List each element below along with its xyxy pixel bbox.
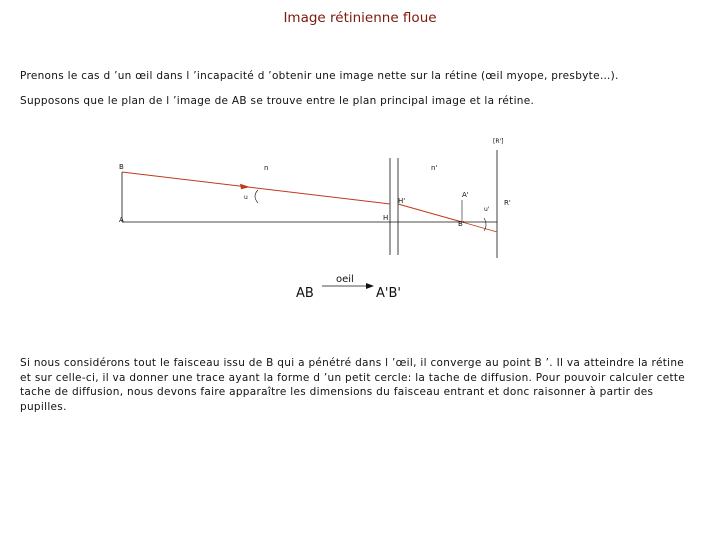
intro-paragraph: Prenons le cas d ’un œil dans l ’incapacité d ’obtenir une image nette sur la rétine (œil myope, presbyte…). xyxy=(20,70,619,82)
label-n: n xyxy=(264,164,269,172)
relation-eye-label: oeil xyxy=(336,274,354,285)
label-R-bracket: [R'] xyxy=(493,138,504,145)
label-B-prime: B' xyxy=(458,220,465,228)
label-H-prime: H' xyxy=(398,197,406,205)
ray-B-to-H xyxy=(122,172,390,204)
label-A-prime: A' xyxy=(462,191,469,199)
relation-arrowhead xyxy=(366,283,374,289)
label-u-prime: u' xyxy=(484,206,490,213)
label-u: u xyxy=(244,194,248,201)
label-R-prime: R' xyxy=(504,199,511,207)
conclusion-paragraph: Si nous considérons tout le faisceau issu de B qui a pénétré dans l ’œil, il converge au point B ’. Il va atteindre la rétine et sur celle-ci, il va donner une trace ayant la forme d ’un petit cercle: la tache de diffusion. Pour pouvoir calculer cette tache de diffusion, nous devons faire apparaître les dimensions du faisceau entrant et donc raisonner à partir des pupilles. xyxy=(20,357,686,413)
ray-extension-to-retina xyxy=(462,222,497,232)
label-H: H xyxy=(383,214,389,222)
ray-H-prime-to-B-prime xyxy=(398,204,462,222)
angle-u-arc xyxy=(255,190,258,203)
label-A: A xyxy=(119,216,124,224)
ray-arrowhead xyxy=(240,184,250,190)
label-B: B xyxy=(119,163,124,171)
label-n-prime: n' xyxy=(431,164,438,172)
page-title: Image rétinienne floue xyxy=(283,10,437,26)
relation-object-label: AB xyxy=(296,286,314,301)
hypothesis-paragraph: Supposons que le plan de l ’image de AB se trouve entre le plan principal image et la rétine. xyxy=(20,95,535,107)
relation-image-label: A'B' xyxy=(376,286,401,301)
